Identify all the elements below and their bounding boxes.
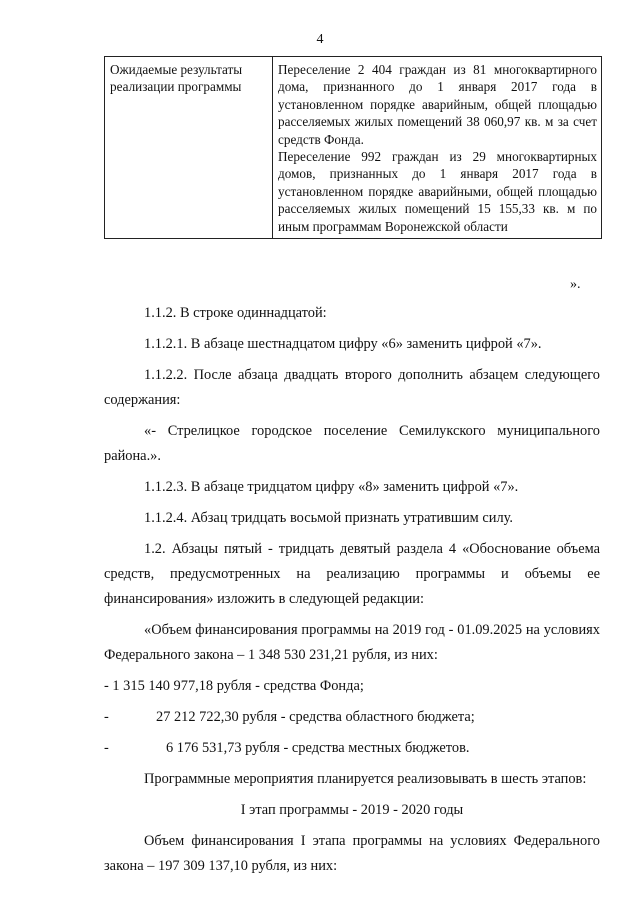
funding-item-regional-text: 27 212 722,30 рубля - средства областного бюджета; [156, 709, 475, 725]
table-paragraph-2: Переселение 992 граждан из 29 многоквартирных домов, признанных до 1 января 2017 года в установленном порядке аварийными, общей площадью расселяемых жилых помещений 15 155,33 кв. м по иным программам Воронежской области [278, 149, 597, 234]
table-paragraph-1: Переселение 2 404 граждан из 81 многоквартирного дома, признанного до 1 января 2017 года в установленном порядке аварийным, общей площадью расселяемых жилых помещений 38 060,97 кв. м за счет средств Фонда. [278, 62, 597, 147]
paragraph-1-2: 1.2. Абзацы пятый - тридцать девятый раздела 4 «Обоснование объема средств, предусмотренных на реализацию программы и объемы ее финансирования» изложить в следующей редакции: [104, 541, 600, 607]
paragraph-funding-total: «Объем финансирования программы на 2019 год - 01.09.2025 на условиях Федерального закона – 1 348 530 231,21 рубля, из них: [104, 622, 600, 663]
paragraph-quote-strelitsa: «- Стрелицкое городское поселение Семилукского муниципального района.». [104, 423, 600, 464]
paragraph-1-1-2-3: 1.1.2.3. В абзаце тридцатом цифру «8» заменить цифрой «7». [144, 479, 519, 495]
paragraph-stage-1-funding: Объем финансирования I этапа программы на условиях Федерального закона – 197 309 137,10 рубля, из них: [104, 833, 600, 874]
dash-mark: - [104, 740, 109, 756]
funding-item-fund-text: - 1 315 140 977,18 рубля - средства Фонда; [104, 678, 364, 694]
results-table [104, 56, 602, 239]
funding-item-fund [104, 674, 600, 699]
table-label-cell: Ожидаемые результаты реализации программы [105, 57, 273, 239]
funding-item-local [104, 736, 600, 761]
table-value-cell [273, 57, 602, 239]
paragraph-1-1-2: 1.1.2. В строке одиннадцатой: [144, 305, 327, 321]
paragraph-1-1-2-1: 1.1.2.1. В абзаце шестнадцатом цифру «6» заменить цифрой «7». [144, 336, 542, 352]
page-number: 4 [316, 32, 324, 47]
table-row [105, 57, 602, 239]
funding-item-regional [104, 705, 600, 730]
paragraph-1-1-2-4: 1.1.2.4. Абзац тридцать восьмой признать утратившим силу. [144, 510, 513, 526]
paragraph-stages: Программные мероприятия планируется реализовывать в шесть этапов: [144, 771, 587, 787]
closing-quote: ». [570, 277, 581, 292]
stage-title: I этап программы - 2019 - 2020 годы [240, 802, 464, 818]
body-text [104, 301, 600, 885]
funding-item-local-text: 6 176 531,73 рубля - средства местных бюджетов. [166, 740, 470, 756]
dash-mark: - [104, 709, 109, 725]
paragraph-1-1-2-2: 1.1.2.2. После абзаца двадцать второго дополнить абзацем следующего содержания: [104, 367, 600, 408]
